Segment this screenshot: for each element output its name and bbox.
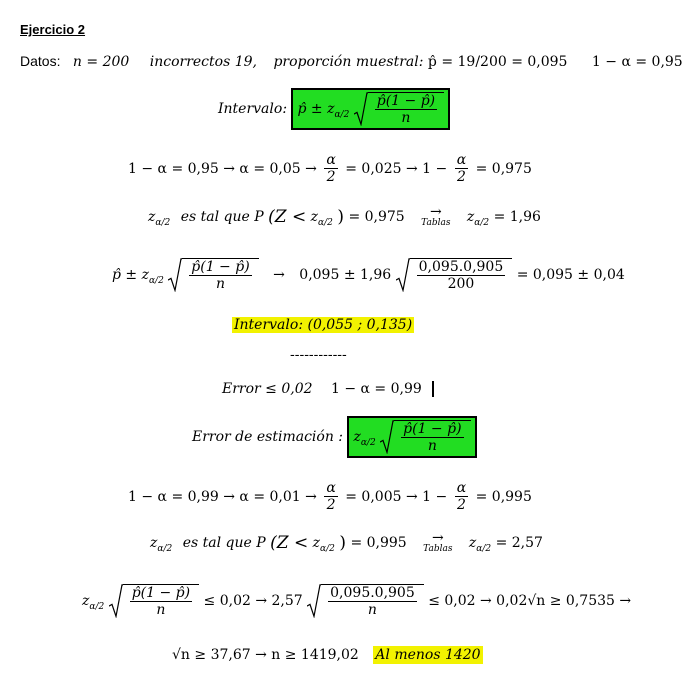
interval-formula: [218, 88, 450, 130]
z-2-sub2: α/2: [320, 543, 335, 554]
interval-formula-box: [291, 88, 450, 130]
calc-sqrt-1: [168, 258, 258, 292]
error-formula-box: [347, 416, 476, 458]
calc-b: = 0,095 ± 0,04: [516, 267, 625, 283]
ineq-sub: α/2: [89, 601, 105, 612]
z-1-arrow: →: [429, 204, 442, 220]
final-a: √n ≥ 37,67 → n ≥ 1419,02: [172, 647, 359, 663]
alpha-2-den1: 2: [326, 497, 336, 513]
calc-sub: α/2: [148, 275, 164, 286]
datos-label: Datos:: [20, 53, 61, 69]
z-1-z: z: [148, 209, 156, 225]
formula-den: n: [401, 110, 411, 126]
datos-line: [20, 52, 683, 71]
error-sub: α/2: [360, 437, 376, 448]
error-num: p̂(1 − p̂): [403, 421, 462, 437]
alpha-line-2: [128, 480, 532, 513]
error-den: n: [427, 438, 437, 454]
interval-result-text: Intervalo: (0,055 ; 0,135): [234, 317, 413, 333]
z-1-value: = 1,96: [493, 209, 541, 225]
calc-pm: p̂ ± z: [112, 267, 149, 283]
error-a: Error ≤ 0,02: [222, 381, 313, 397]
z-2-z2: z: [312, 535, 321, 551]
z-1-sub3: α/2: [474, 217, 490, 228]
z-1-tal-a: (Z <: [268, 207, 307, 227]
ineq-sqrt-1: [109, 584, 199, 618]
calc-den-1: n: [215, 276, 225, 292]
alpha-1-num2: α: [456, 152, 467, 168]
error-line: [222, 380, 434, 398]
confidence-level: 1 − α = 0,95: [591, 54, 683, 70]
alpha-2-num1: α: [326, 480, 336, 496]
z-1-z3: z: [466, 209, 475, 225]
z-2-z3: z: [468, 535, 477, 551]
z-1-sub2: α/2: [318, 217, 333, 228]
z-2-z: z: [150, 535, 158, 551]
alpha-1-den2: 2: [456, 169, 466, 185]
error-est-label: Error de estimación :: [192, 429, 343, 445]
alpha-2-c: = 0,995: [475, 488, 532, 505]
separator: ------------: [290, 347, 347, 363]
z-2-tablas: Tablas: [423, 544, 453, 554]
ineq-den-2: n: [367, 602, 377, 618]
alpha-1-b: = 0,025 → 1 −: [345, 160, 448, 177]
calc-a: 0,095 ± 1,96: [299, 267, 392, 283]
incorrect-count: incorrectos 19,: [149, 54, 257, 70]
alpha-2-a: 1 − α = 0,99 → α = 0,01 →: [128, 488, 317, 505]
calc-arrow: →: [273, 267, 285, 283]
alpha-1-c: = 0,975: [475, 160, 532, 177]
interval-result: [232, 316, 414, 334]
z-2-sub: α/2: [157, 543, 173, 554]
ineq-den-1: n: [156, 602, 166, 618]
formula-pm: p̂ ± z: [297, 101, 335, 117]
ineq-num-2: 0,095.0,905: [330, 585, 415, 601]
proportion-label: proporción muestral:: [273, 54, 424, 70]
alpha-1-den1: 2: [326, 169, 336, 185]
ineq-b: ≤ 0,02 → 0,02√n ≥ 0,7535 →: [428, 593, 632, 609]
z-2-value: = 2,57: [495, 535, 543, 551]
sample-proportion: p̂ = 19/200 = 0,095: [427, 54, 568, 70]
z-1-p: = 0,975: [348, 209, 405, 225]
ineq-z: z: [82, 593, 90, 609]
ineq-sqrt-2: [307, 584, 424, 618]
exercise-title: Ejercicio 2: [20, 22, 86, 37]
error-formula: [192, 416, 477, 458]
z-2-tal-b: ): [339, 533, 346, 553]
formula-sqrt: [354, 92, 444, 126]
text-cursor: [432, 381, 434, 397]
z-1-tablas: Tablas: [421, 218, 451, 228]
z-2-tal: es tal que P: [182, 535, 266, 551]
z-1-tal-b: ): [337, 207, 344, 227]
z-2-p: = 0,995: [350, 535, 407, 551]
z-2-tal-a: (Z <: [270, 533, 309, 553]
z-1-tal: es tal que P: [180, 209, 264, 225]
ineq-num-1: p̂(1 − p̂): [131, 585, 191, 601]
z-line-2: [150, 532, 543, 558]
ineq-a: ≤ 0,02 → 2,57: [203, 593, 303, 609]
interval-label: Intervalo:: [218, 101, 288, 117]
calc-num-1: p̂(1 − p̂): [191, 259, 250, 275]
final-line: [172, 646, 483, 664]
z-1-z2: z: [310, 209, 319, 225]
final-answer: Al menos 1420: [375, 647, 481, 663]
error-z: z: [353, 429, 361, 445]
z-line-1: [148, 206, 541, 232]
alpha-1-a: 1 − α = 0,95 → α = 0,05 →: [128, 160, 317, 177]
z-1-sub: α/2: [155, 217, 171, 228]
sample-size: n = 200: [72, 54, 130, 70]
error-sqrt: [380, 420, 470, 454]
inequality-line: [82, 584, 631, 618]
calc-num-2: 0,095.0,905: [418, 259, 504, 275]
alpha-2-den2: 2: [456, 497, 466, 513]
calc-sqrt-2: [396, 258, 513, 292]
error-b: 1 − α = 0,99: [330, 381, 422, 397]
calc-line: [112, 258, 625, 292]
alpha-2-b: = 0,005 → 1 −: [345, 488, 448, 505]
formula-sub: α/2: [334, 109, 350, 120]
formula-num: p̂(1 − p̂): [376, 93, 436, 109]
z-2-arrow: →: [431, 530, 444, 546]
alpha-1-num1: α: [326, 152, 336, 168]
z-2-sub3: α/2: [476, 543, 492, 554]
alpha-line-1: [128, 152, 532, 185]
calc-den-2: 200: [447, 276, 475, 292]
alpha-2-num2: α: [456, 480, 467, 496]
